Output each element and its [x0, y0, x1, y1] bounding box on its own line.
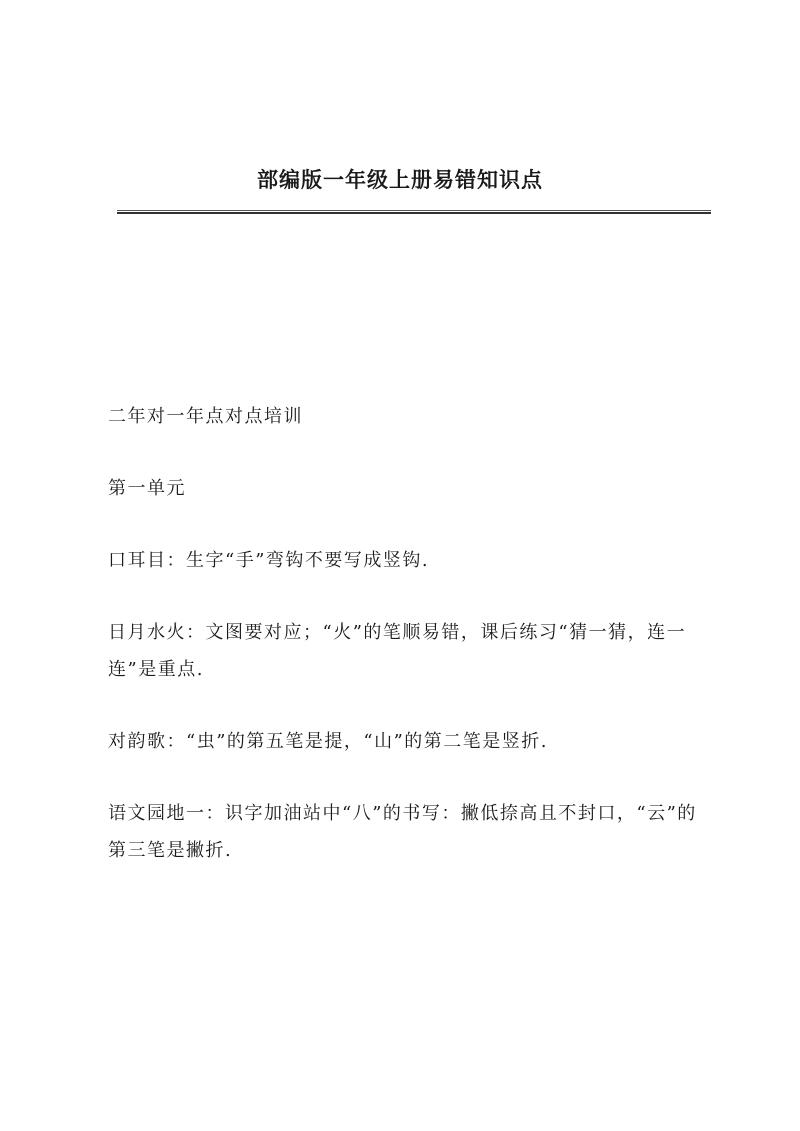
- lesson-paragraph: 语文园地一：识字加油站中“八”的书写：撇低捺高且不封口，“云”的第三笔是撇折.: [108, 803, 697, 861]
- title-divider: [117, 210, 711, 214]
- unit-heading: 第一单元: [108, 478, 186, 499]
- lesson-paragraph: 对韵歌：“虫”的第五笔是提，“山”的第二笔是竖折.: [108, 731, 549, 752]
- lesson-paragraph: 口耳目：生字“手”弯钩不要写成竖钩.: [108, 550, 430, 571]
- document-title: 部编版一年级上册易错知识点: [257, 167, 543, 192]
- document-body: [108, 398, 698, 904]
- intro-paragraph: 二年对一年点对点培训: [108, 406, 303, 427]
- lesson-paragraph: 日月水火：文图要对应；“火”的笔顺易错，课后练习“猜一猜，连一连”是重点.: [108, 622, 687, 680]
